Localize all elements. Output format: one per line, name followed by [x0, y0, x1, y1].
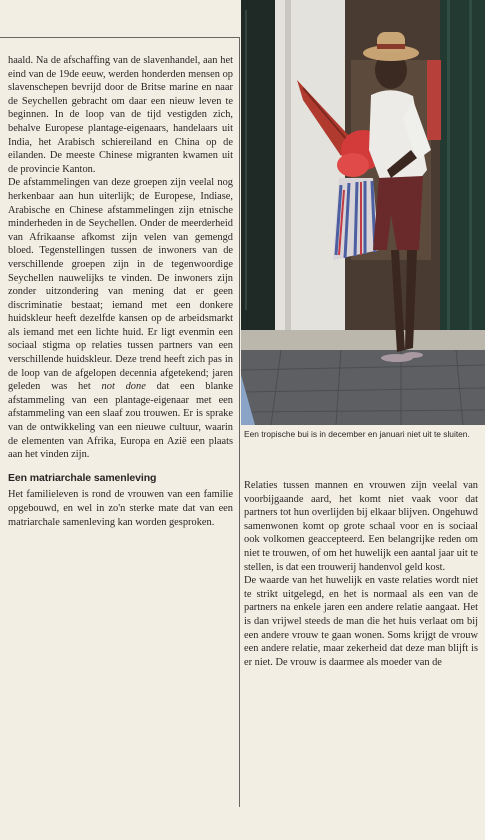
- column-divider: [239, 37, 240, 807]
- left-paragraph-3: Het familieleven is rond de vrouwen van een familie opgebouwd, en wel in zo'n sterke mate dat van een matriarchale samenleving kan worden gesproken.: [8, 489, 233, 528]
- left-text-column: [8, 54, 233, 529]
- section-heading: Een matriarchale samenleving: [8, 471, 157, 484]
- photo-man-with-umbrella: [241, 0, 485, 425]
- italic-phrase: not done: [101, 381, 146, 393]
- right-text-column: [244, 479, 478, 669]
- right-paragraph-1: Relaties tussen mannen en vrouwen zijn veelal van voorbijgaande aard, het komt niet vaak voor dat partners tot hun overlijden bij elkaar blijven. Ongehuwd samenwonen komt op grote schaal voor en is sociaal ook volkomen geaccepteerd. Een belangrijke reden om niet te trouwen, of om het huwelijk een aantal jaar uit te stellen, is dat een trouwerij handenvol geld kost.: [244, 480, 478, 573]
- photo-caption: Een tropische bui is in december en januari niet uit te sluiten.: [244, 429, 470, 439]
- photo-illustration: [241, 0, 485, 425]
- top-rule: [0, 37, 240, 38]
- left-paragraph-1: haald. Na de afschaffing van de slavenhandel, aan het eind van de 19de eeuw, werden honderden mensen op slavenschepen bevrijd door de Britse marine en naar de Seychellen gebracht om daar een nieuw leven te beginnen. In de loop van de tijd vestigden zich, behalve Europese plantage-eigenaars, handelaars uit India, het Arabisch schiereiland en China op de eilanden. De meeste Chinese migranten kwamen uit de provincie Kanton.: [8, 55, 233, 175]
- left-paragraph-2: De afstammelingen van deze groepen zijn veelal nog herkenbaar aan hun uiterlijk; de Europese, Indiase, Arabische en Chinese afstammelingen zijn etnische minderheden in de Seychellen. Onder de meerderheid van Afrikaanse afkomst zijn velen van gemengd bloed. Tegenstellingen tussen de inwoners van de verschillende groepen zijn in de tegenwoordige Seychellen nauwelijks te vinden. De inwoners zijn zonder uitzondering van mening dat er geen discriminatie bestaat; iemand met een donkere huidskleur heeft dezelfde kansen op de arbeidsmarkt als iemand met een lichte huid. Er ligt evenmin een sociaal stigma op relaties tussen partners van een verschillende huidskleur. Deze trend heeft zich pas in de loop van de afgelopen decennia afgetekend; jaren geleden was het not done dat een blanke afstammeling van een plantage-eigenaar met een afstammeling van een slaaf zou trouwen. Er is sprake van de ontwikkeling van een nieuwe cultuur, waarin de elementen van Afrika, Europa en Azië een plaats aan het vinden zijn.: [8, 177, 233, 461]
- right-paragraph-2: De waarde van het huwelijk en vaste relaties wordt niet te strikt uitgelegd, en het is normaal als een van de partners na enkele jaren een andere relatie aangaat. Het is dan vrijwel steeds de man die het huis verlaat om bij een andere vrouw te gaan wonen. Soms krijgt de vrouw een andere relatie, maar zekerheid dat deze man blijft is er niet. De vrouw is daarmee als moeder van de: [244, 575, 478, 668]
